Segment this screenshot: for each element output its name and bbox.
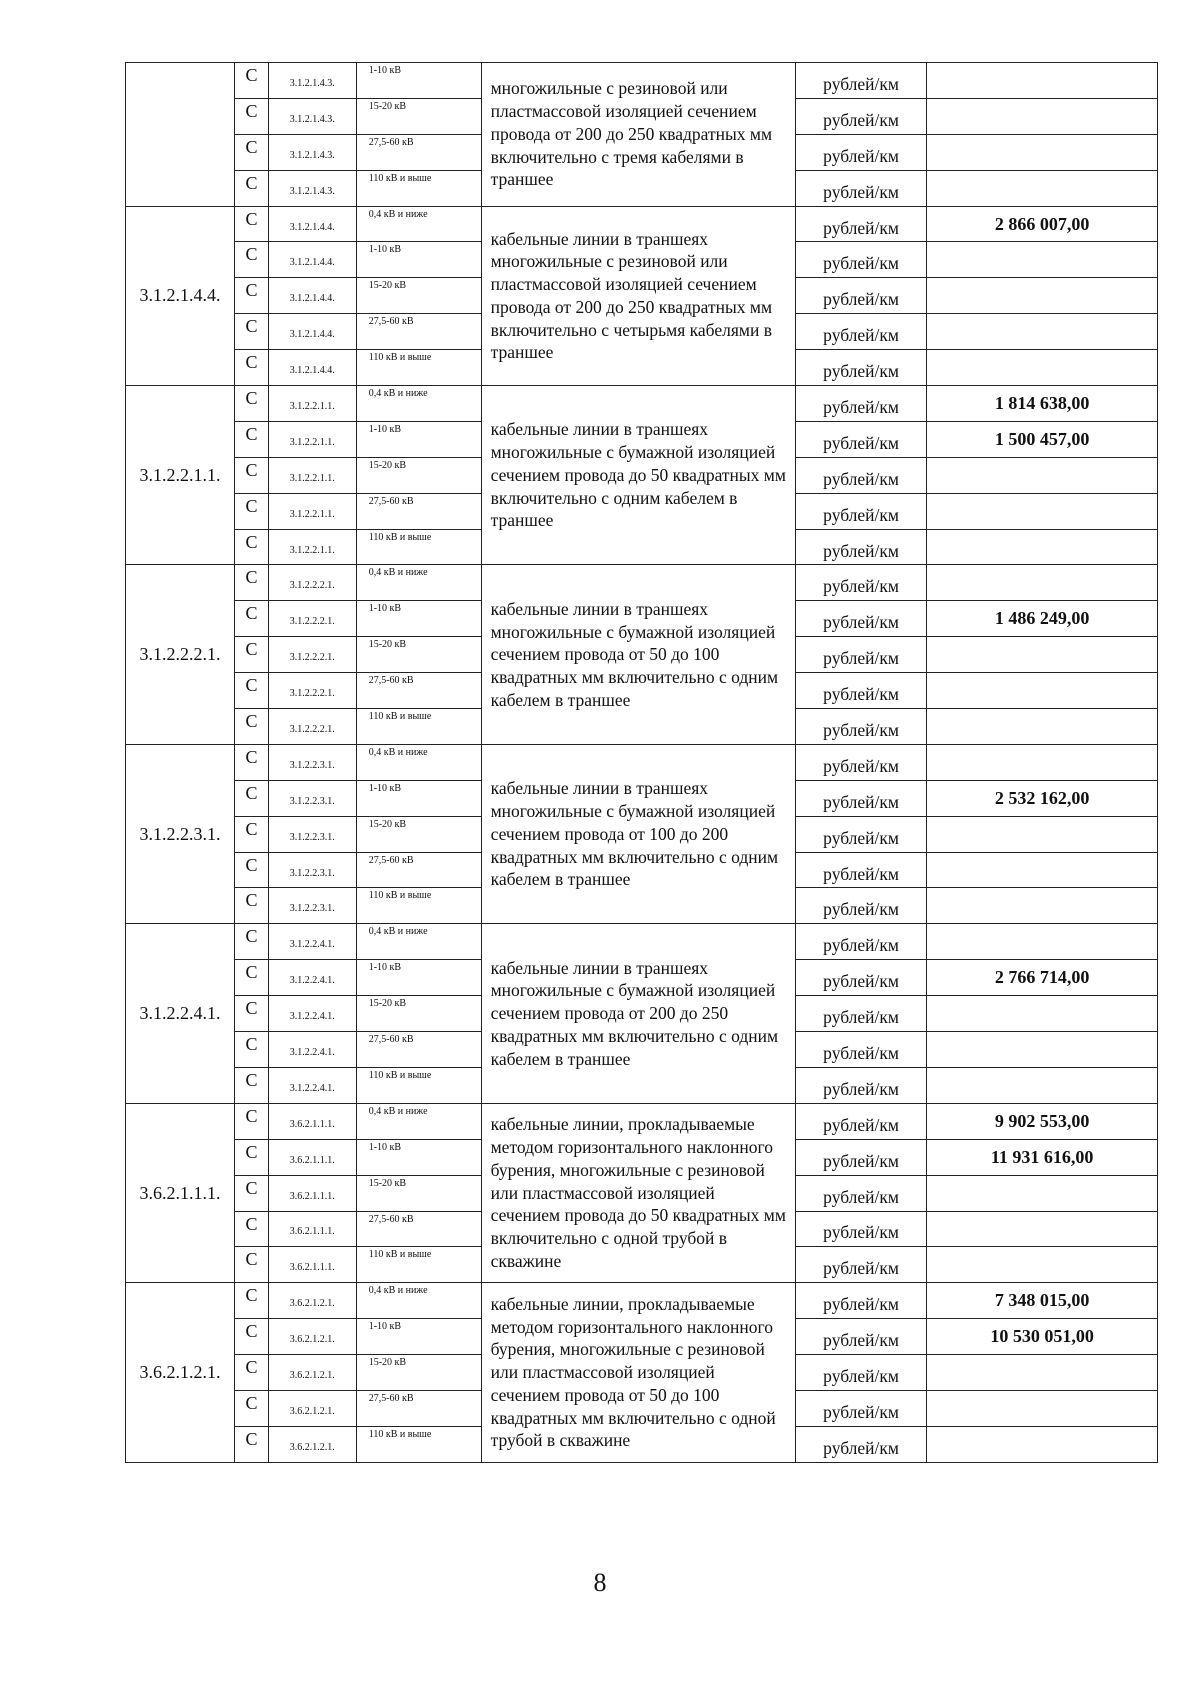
- sub-code: 3.1.2.2.3.1.: [268, 852, 356, 888]
- unit-label: рублей/км: [795, 134, 926, 170]
- voltage-class: 27,5-60 кВ: [356, 314, 481, 350]
- sub-code: 3.6.2.1.2.1.: [268, 1319, 356, 1355]
- price-value: 2 866 007,00: [927, 206, 1158, 242]
- price-value: [927, 673, 1158, 709]
- line-description: кабельные линии в траншеях многожильные с резиновой или пластмассовой изоляцией сечением провода от 200 до 250 квадратных мм включительно с четырьмя кабелями в траншее: [481, 206, 795, 385]
- unit-label: рублей/км: [795, 529, 926, 565]
- price-value: 2 766 714,00: [927, 960, 1158, 996]
- table-row: [126, 924, 1158, 960]
- unit-label: рублей/км: [795, 421, 926, 457]
- item-code: 3.1.2.2.3.1.: [126, 744, 235, 923]
- voltage-class: 110 кВ и выше: [356, 888, 481, 924]
- table-row: [126, 63, 1158, 99]
- sub-code: 3.1.2.1.4.3.: [268, 134, 356, 170]
- sub-code: 3.1.2.2.1.1.: [268, 421, 356, 457]
- unit-label: рублей/км: [795, 1211, 926, 1247]
- sub-code: 3.1.2.1.4.4.: [268, 278, 356, 314]
- price-value: [927, 1032, 1158, 1068]
- sub-code: 3.1.2.2.1.1.: [268, 386, 356, 422]
- voltage-class: 27,5-60 кВ: [356, 1211, 481, 1247]
- sub-code: 3.1.2.2.1.1.: [268, 457, 356, 493]
- sub-code: 3.6.2.1.2.1.: [268, 1355, 356, 1391]
- unit-label: рублей/км: [795, 1247, 926, 1283]
- voltage-class: 1-10 кВ: [356, 63, 481, 99]
- unit-label: рублей/км: [795, 63, 926, 99]
- voltage-class: 27,5-60 кВ: [356, 1390, 481, 1426]
- unit-label: рублей/км: [795, 637, 926, 673]
- price-value: [927, 134, 1158, 170]
- price-value: [927, 278, 1158, 314]
- price-value: [927, 63, 1158, 99]
- type-letter: С: [235, 816, 269, 852]
- tariff-table: [125, 62, 1158, 1463]
- voltage-class: 27,5-60 кВ: [356, 493, 481, 529]
- type-letter: С: [235, 98, 269, 134]
- type-letter: С: [235, 960, 269, 996]
- type-letter: С: [235, 386, 269, 422]
- price-value: 9 902 553,00: [927, 1103, 1158, 1139]
- price-value: 11 931 616,00: [927, 1139, 1158, 1175]
- unit-label: рублей/км: [795, 386, 926, 422]
- item-code: 3.1.2.1.4.4.: [126, 206, 235, 385]
- price-value: [927, 816, 1158, 852]
- item-code: 3.6.2.1.1.1.: [126, 1103, 235, 1282]
- type-letter: С: [235, 63, 269, 99]
- sub-code: 3.6.2.1.1.1.: [268, 1211, 356, 1247]
- voltage-class: 27,5-60 кВ: [356, 1032, 481, 1068]
- line-description: кабельные линии, прокладываемые методом горизонтального наклонного бурения, многожильные с резиновой или пластмассовой изоляцией сечением провода от 50 до 100 квадратных мм включительно с одной трубой в скважине: [481, 1283, 795, 1462]
- price-value: 2 532 162,00: [927, 780, 1158, 816]
- type-letter: С: [235, 1319, 269, 1355]
- price-value: [927, 1067, 1158, 1103]
- price-value: 1 486 249,00: [927, 601, 1158, 637]
- unit-label: рублей/км: [795, 996, 926, 1032]
- item-code: 3.1.2.2.1.1.: [126, 386, 235, 565]
- unit-label: рублей/км: [795, 170, 926, 206]
- price-value: [927, 242, 1158, 278]
- price-value: 1 500 457,00: [927, 421, 1158, 457]
- type-letter: С: [235, 1103, 269, 1139]
- voltage-class: 15-20 кВ: [356, 1355, 481, 1391]
- price-value: [927, 1426, 1158, 1462]
- type-letter: С: [235, 242, 269, 278]
- voltage-class: 1-10 кВ: [356, 421, 481, 457]
- unit-label: рублей/км: [795, 744, 926, 780]
- item-code: [126, 63, 235, 207]
- unit-label: рублей/км: [795, 852, 926, 888]
- sub-code: 3.6.2.1.1.1.: [268, 1139, 356, 1175]
- price-value: [927, 852, 1158, 888]
- voltage-class: 15-20 кВ: [356, 278, 481, 314]
- voltage-class: 0,4 кВ и ниже: [356, 386, 481, 422]
- price-value: [927, 350, 1158, 386]
- voltage-class: 110 кВ и выше: [356, 170, 481, 206]
- price-value: [927, 1355, 1158, 1391]
- type-letter: С: [235, 709, 269, 745]
- price-value: [927, 314, 1158, 350]
- price-value: [927, 529, 1158, 565]
- sub-code: 3.1.2.2.3.1.: [268, 816, 356, 852]
- sub-code: 3.1.2.1.4.3.: [268, 170, 356, 206]
- sub-code: 3.6.2.1.2.1.: [268, 1426, 356, 1462]
- type-letter: С: [235, 1390, 269, 1426]
- line-description: кабельные линии в траншеях многожильные с бумажной изоляцией сечением провода от 200 до 250 квадратных мм включительно с одним кабелем в траншее: [481, 924, 795, 1103]
- voltage-class: 110 кВ и выше: [356, 350, 481, 386]
- type-letter: С: [235, 565, 269, 601]
- unit-label: рублей/км: [795, 350, 926, 386]
- type-letter: С: [235, 744, 269, 780]
- type-letter: С: [235, 1426, 269, 1462]
- unit-label: рублей/км: [795, 709, 926, 745]
- type-letter: С: [235, 134, 269, 170]
- voltage-class: 110 кВ и выше: [356, 1247, 481, 1283]
- voltage-class: 110 кВ и выше: [356, 529, 481, 565]
- sub-code: 3.1.2.1.4.3.: [268, 63, 356, 99]
- table-row: [126, 1103, 1158, 1139]
- type-letter: С: [235, 1247, 269, 1283]
- unit-label: рублей/км: [795, 1319, 926, 1355]
- voltage-class: 15-20 кВ: [356, 457, 481, 493]
- sub-code: 3.1.2.2.4.1.: [268, 960, 356, 996]
- line-description: кабельные линии в траншеях многожильные с бумажной изоляцией сечением провода до 50 квадратных мм включительно с одним кабелем в траншее: [481, 386, 795, 565]
- voltage-class: 110 кВ и выше: [356, 1067, 481, 1103]
- voltage-class: 15-20 кВ: [356, 637, 481, 673]
- voltage-class: 27,5-60 кВ: [356, 134, 481, 170]
- voltage-class: 27,5-60 кВ: [356, 673, 481, 709]
- item-code: 3.1.2.2.2.1.: [126, 565, 235, 744]
- type-letter: С: [235, 1032, 269, 1068]
- sub-code: 3.1.2.2.4.1.: [268, 1032, 356, 1068]
- type-letter: С: [235, 601, 269, 637]
- type-letter: С: [235, 888, 269, 924]
- unit-label: рублей/км: [795, 780, 926, 816]
- voltage-class: 0,4 кВ и ниже: [356, 565, 481, 601]
- sub-code: 3.1.2.1.4.4.: [268, 242, 356, 278]
- unit-label: рублей/км: [795, 493, 926, 529]
- voltage-class: 110 кВ и выше: [356, 1426, 481, 1462]
- sub-code: 3.1.2.2.4.1.: [268, 1067, 356, 1103]
- sub-code: 3.6.2.1.2.1.: [268, 1283, 356, 1319]
- unit-label: рублей/км: [795, 278, 926, 314]
- type-letter: С: [235, 1211, 269, 1247]
- table-row: [126, 565, 1158, 601]
- unit-label: рублей/км: [795, 960, 926, 996]
- table-row: [126, 1283, 1158, 1319]
- voltage-class: 27,5-60 кВ: [356, 852, 481, 888]
- type-letter: С: [235, 1067, 269, 1103]
- voltage-class: 0,4 кВ и ниже: [356, 1283, 481, 1319]
- type-letter: С: [235, 170, 269, 206]
- sub-code: 3.1.2.2.2.1.: [268, 565, 356, 601]
- type-letter: С: [235, 673, 269, 709]
- type-letter: С: [235, 1175, 269, 1211]
- voltage-class: 1-10 кВ: [356, 1139, 481, 1175]
- type-letter: С: [235, 457, 269, 493]
- table-row: [126, 206, 1158, 242]
- unit-label: рублей/км: [795, 1426, 926, 1462]
- unit-label: рублей/км: [795, 1355, 926, 1391]
- sub-code: 3.1.2.2.2.1.: [268, 673, 356, 709]
- type-letter: С: [235, 1355, 269, 1391]
- unit-label: рублей/км: [795, 816, 926, 852]
- type-letter: С: [235, 637, 269, 673]
- unit-label: рублей/км: [795, 1103, 926, 1139]
- type-letter: С: [235, 529, 269, 565]
- sub-code: 3.1.2.1.4.3.: [268, 98, 356, 134]
- line-description: кабельные линии в траншеях многожильные с бумажной изоляцией сечением провода от 100 до 200 квадратных мм включительно с одним кабелем в траншее: [481, 744, 795, 923]
- type-letter: С: [235, 350, 269, 386]
- sub-code: 3.6.2.1.2.1.: [268, 1390, 356, 1426]
- voltage-class: 0,4 кВ и ниже: [356, 924, 481, 960]
- item-code: 3.6.2.1.2.1.: [126, 1283, 235, 1462]
- sub-code: 3.1.2.2.3.1.: [268, 780, 356, 816]
- voltage-class: 1-10 кВ: [356, 780, 481, 816]
- sub-code: 3.1.2.2.2.1.: [268, 637, 356, 673]
- table-row: [126, 744, 1158, 780]
- sub-code: 3.1.2.2.3.1.: [268, 744, 356, 780]
- type-letter: С: [235, 1139, 269, 1175]
- line-description: кабельные линии, прокладываемые методом горизонтального наклонного бурения, многожильные с резиновой или пластмассовой изоляцией сечением провода до 50 квадратных мм включительно с одной трубой в скважине: [481, 1103, 795, 1282]
- price-value: [927, 888, 1158, 924]
- price-value: 1 814 638,00: [927, 386, 1158, 422]
- price-value: [927, 565, 1158, 601]
- price-value: [927, 709, 1158, 745]
- price-value: [927, 1247, 1158, 1283]
- price-value: [927, 98, 1158, 134]
- unit-label: рублей/км: [795, 206, 926, 242]
- price-value: [927, 744, 1158, 780]
- price-value: [927, 493, 1158, 529]
- voltage-class: 1-10 кВ: [356, 1319, 481, 1355]
- unit-label: рублей/км: [795, 1139, 926, 1175]
- item-code: 3.1.2.2.4.1.: [126, 924, 235, 1103]
- sub-code: 3.1.2.2.2.1.: [268, 601, 356, 637]
- sub-code: 3.1.2.2.3.1.: [268, 888, 356, 924]
- type-letter: С: [235, 314, 269, 350]
- voltage-class: 0,4 кВ и ниже: [356, 206, 481, 242]
- sub-code: 3.1.2.2.2.1.: [268, 709, 356, 745]
- type-letter: С: [235, 1283, 269, 1319]
- type-letter: С: [235, 278, 269, 314]
- voltage-class: 1-10 кВ: [356, 960, 481, 996]
- sub-code: 3.1.2.2.1.1.: [268, 493, 356, 529]
- sub-code: 3.1.2.2.1.1.: [268, 529, 356, 565]
- sub-code: 3.1.2.1.4.4.: [268, 206, 356, 242]
- price-value: [927, 924, 1158, 960]
- unit-label: рублей/км: [795, 314, 926, 350]
- unit-label: рублей/км: [795, 601, 926, 637]
- price-value: [927, 637, 1158, 673]
- table-row: [126, 386, 1158, 422]
- line-description: многожильные с резиновой или пластмассовой изоляцией сечением провода от 200 до 250 квадратных мм включительно с тремя кабелями в траншее: [481, 63, 795, 207]
- price-value: 7 348 015,00: [927, 1283, 1158, 1319]
- voltage-class: 15-20 кВ: [356, 996, 481, 1032]
- unit-label: рублей/км: [795, 242, 926, 278]
- price-value: [927, 457, 1158, 493]
- unit-label: рублей/км: [795, 565, 926, 601]
- type-letter: С: [235, 996, 269, 1032]
- voltage-class: 15-20 кВ: [356, 98, 481, 134]
- type-letter: С: [235, 780, 269, 816]
- voltage-class: 0,4 кВ и ниже: [356, 744, 481, 780]
- sub-code: 3.6.2.1.1.1.: [268, 1175, 356, 1211]
- price-value: 10 530 051,00: [927, 1319, 1158, 1355]
- voltage-class: 15-20 кВ: [356, 1175, 481, 1211]
- unit-label: рублей/км: [795, 924, 926, 960]
- price-value: [927, 170, 1158, 206]
- line-description: кабельные линии в траншеях многожильные с бумажной изоляцией сечением провода от 50 до 100 квадратных мм включительно с одним кабелем в траншее: [481, 565, 795, 744]
- unit-label: рублей/км: [795, 1390, 926, 1426]
- voltage-class: 15-20 кВ: [356, 816, 481, 852]
- type-letter: С: [235, 852, 269, 888]
- type-letter: С: [235, 206, 269, 242]
- unit-label: рублей/км: [795, 1175, 926, 1211]
- type-letter: С: [235, 421, 269, 457]
- unit-label: рублей/км: [795, 673, 926, 709]
- voltage-class: 0,4 кВ и ниже: [356, 1103, 481, 1139]
- sub-code: 3.6.2.1.1.1.: [268, 1247, 356, 1283]
- unit-label: рублей/км: [795, 457, 926, 493]
- type-letter: С: [235, 493, 269, 529]
- sub-code: 3.1.2.1.4.4.: [268, 314, 356, 350]
- unit-label: рублей/км: [795, 888, 926, 924]
- price-value: [927, 1211, 1158, 1247]
- page-number: 8: [593, 1568, 607, 1597]
- type-letter: С: [235, 924, 269, 960]
- sub-code: 3.6.2.1.1.1.: [268, 1103, 356, 1139]
- unit-label: рублей/км: [795, 1283, 926, 1319]
- sub-code: 3.1.2.2.4.1.: [268, 996, 356, 1032]
- unit-label: рублей/км: [795, 98, 926, 134]
- price-value: [927, 1390, 1158, 1426]
- price-value: [927, 996, 1158, 1032]
- voltage-class: 110 кВ и выше: [356, 709, 481, 745]
- voltage-class: 1-10 кВ: [356, 242, 481, 278]
- unit-label: рублей/км: [795, 1032, 926, 1068]
- voltage-class: 1-10 кВ: [356, 601, 481, 637]
- sub-code: 3.1.2.2.4.1.: [268, 924, 356, 960]
- unit-label: рублей/км: [795, 1067, 926, 1103]
- sub-code: 3.1.2.1.4.4.: [268, 350, 356, 386]
- price-value: [927, 1175, 1158, 1211]
